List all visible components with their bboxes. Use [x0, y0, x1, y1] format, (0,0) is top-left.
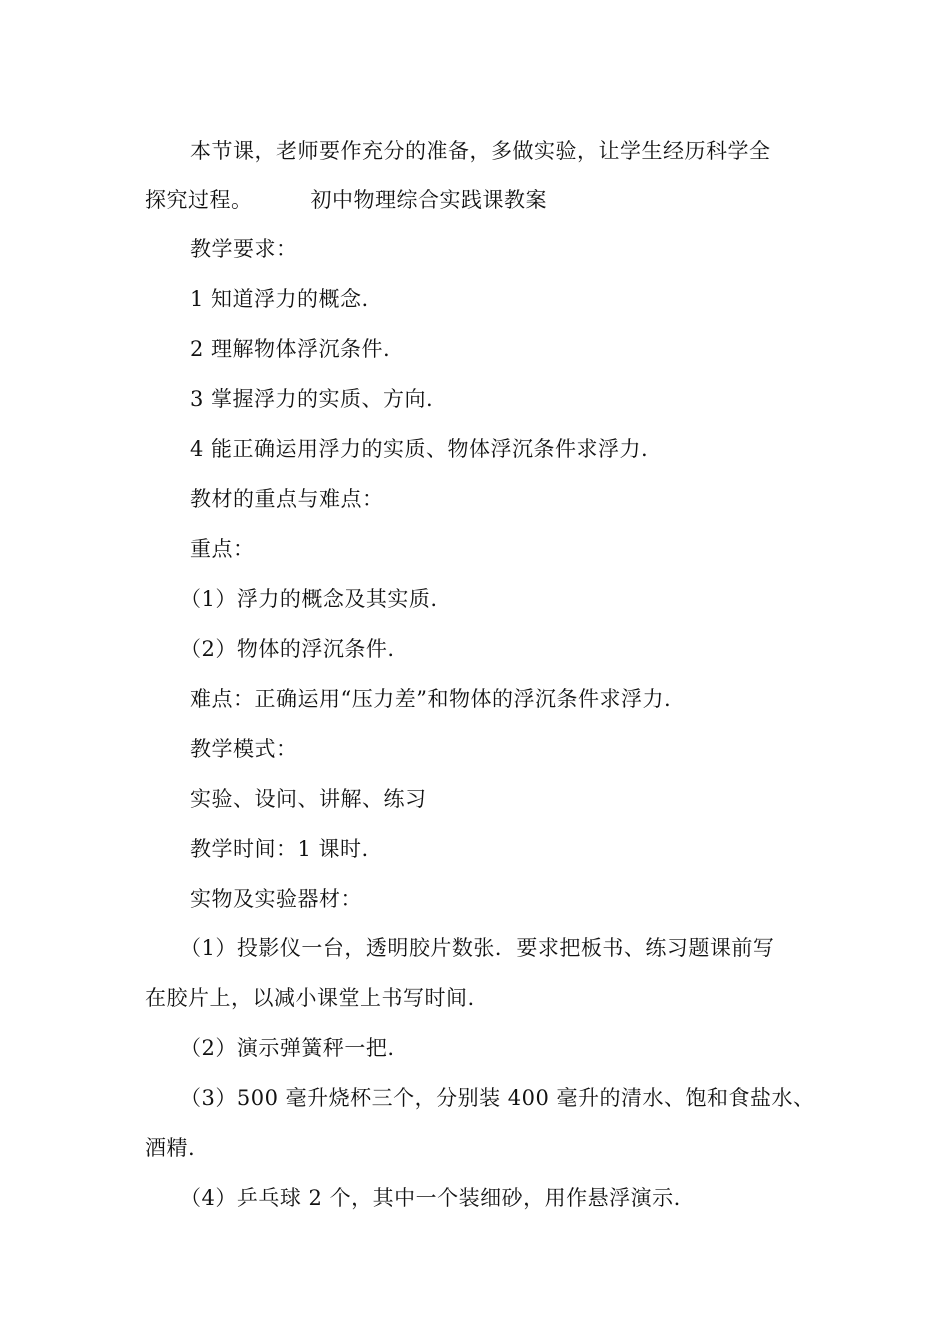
material-item-3-line-2: 酒精. [145, 1136, 196, 1160]
key-point-item-2: （2）物体的浮沉条件. [180, 637, 395, 661]
material-item-1-line-1: （1）投影仪一台，透明胶片数张．要求把板书、练习题课前写 [180, 936, 775, 960]
requirement-item-3: 3 掌握浮力的实质、方向. [190, 387, 434, 411]
requirement-item-2: 2 理解物体浮沉条件. [190, 337, 391, 361]
materials-heading: 实物及实验器材： [190, 887, 362, 911]
requirement-item-1: 1 知道浮力的概念. [190, 287, 369, 311]
material-item-1-line-2: 在胶片上，以减小课堂上书写时间. [145, 986, 475, 1010]
intro-paragraph-line-1: 本节课，老师要作充分的准备，多做实验，让学生经历科学全 [190, 139, 771, 163]
requirements-heading: 教学要求： [190, 237, 298, 261]
document-title: 初中物理综合实践课教案 [310, 188, 547, 212]
key-points-heading: 教材的重点与难点： [190, 487, 384, 511]
mode-value: 实验、设问、讲解、练习 [190, 787, 427, 811]
key-point-item-1: （1）浮力的概念及其实质. [180, 587, 438, 611]
difficulty-line: 难点：正确运用“压力差”和物体的浮沉条件求浮力. [190, 687, 672, 711]
teaching-time: 教学时间：1 课时. [190, 837, 369, 861]
intro-paragraph-line-2 [145, 185, 547, 215]
material-item-4: （4）乒乓球 2 个，其中一个装细砂，用作悬浮演示. [180, 1186, 681, 1210]
key-points-label: 重点： [190, 537, 255, 561]
material-item-3-line-1: （3）500 毫升烧杯三个，分别装 400 毫升的清水、饱和食盐水、 [180, 1086, 815, 1110]
mode-heading: 教学模式： [190, 737, 298, 761]
material-item-2: （2）演示弹簧秤一把. [180, 1036, 395, 1060]
intro-paragraph-end: 探究过程。 [145, 188, 253, 212]
requirement-item-4: 4 能正确运用浮力的实质、物体浮沉条件求浮力. [190, 437, 649, 461]
